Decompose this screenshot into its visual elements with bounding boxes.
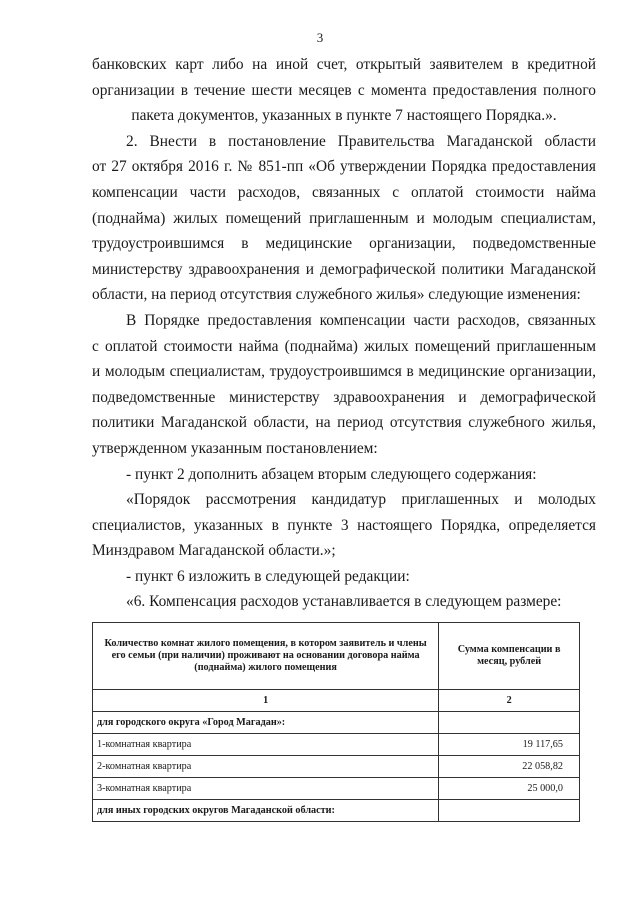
table-column-numbers-row [93,690,580,712]
table-column-number: 1 [93,690,439,712]
text-line: пакета документов, указанных в пункте 7 настоящего Порядка.». [131,107,557,125]
table-row [93,778,580,800]
paragraph-start: - пункт 6 изложить в следующей редакции: [126,567,410,585]
page-number: 3 [316,30,324,45]
text-line: области, на период отсутствия служебного жилья» следующие изменения: [92,286,581,304]
table-header-cell: Сумма компенсации в месяц, рублей [439,623,580,690]
table-cell-value [439,800,580,822]
table-header-cell: Количество комнат жилого помещения, в котором заявитель и члены его семьи (при наличии) проживают на основании договора найма (поднайма) жилого помещения [93,623,439,690]
paragraph-start: «6. Компенсация расходов устанавливается в следующем размере: [126,593,562,611]
text-line: (поднайма) жилых помещений приглашенным и молодым специалистам, [92,209,596,227]
text-line: министерству здравоохранения и демографической политики Магаданской [92,260,596,278]
text-line: подведомственные министерству здравоохранения и демографической [92,388,596,406]
text-line: трудоустроившимся в медицинские организации, подведомственные [92,235,596,253]
text-line: банковских карт либо на иной счет, открытый заявителем в кредитной [92,56,596,73]
table-cell-value [439,712,580,734]
text-line: политики Магаданской области, на период отсутствия служебного жилья, [92,414,596,432]
table-cell-value: 25 000,0 [439,778,580,800]
table-row [93,756,580,778]
table-cell-label: для иных городских округов Магаданской области: [93,800,439,822]
text-line: компенсации части расходов, связанных с оплатой стоимости найма [92,183,596,201]
table-row [93,712,580,734]
paragraph-start: 2. Внести в постановление Правительства Магаданской области [126,132,596,150]
text-line: Минздравом Магаданской области.»; [92,542,336,560]
table-cell-label: для городского округа «Город Магадан»: [93,712,439,734]
table-header-row [93,623,580,690]
text-line: и молодым специалистам, трудоустроившимся в медицинские организации, [92,363,596,381]
table-row [93,800,580,822]
table-cell-label: 2-комнатная квартира [93,756,439,778]
text-line: с оплатой стоимости найма (поднайма) жилых помещений приглашенным [92,337,596,355]
text-line: организации в течение шести месяцев с момента предоставления полного [92,81,596,99]
table-cell-label: 3-комнатная квартира [93,778,439,800]
text-line: специалистов, указанных в пункте 3 настоящего Порядка, определяется [92,516,596,534]
table-cell-value: 22 058,82 [439,756,580,778]
text-line: от 27 октября 2016 г. № 851-пп «Об утверждении Порядка предоставления [92,158,596,176]
paragraph-start: - пункт 2 дополнить абзацем вторым следующего содержания: [126,465,537,483]
table-cell-label: 1-комнатная квартира [93,734,439,756]
paragraph-start: «Порядок рассмотрения кандидатур приглашенных и молодых [126,491,596,509]
document-body [92,52,596,615]
table-row [93,734,580,756]
paragraph-start: В Порядке предоставления компенсации части расходов, связанных [126,311,596,329]
table-column-number: 2 [439,690,580,712]
table-cell-value: 19 117,65 [439,734,580,756]
text-line: утвержденном указанным постановлением: [92,439,378,457]
compensation-table [92,622,580,822]
